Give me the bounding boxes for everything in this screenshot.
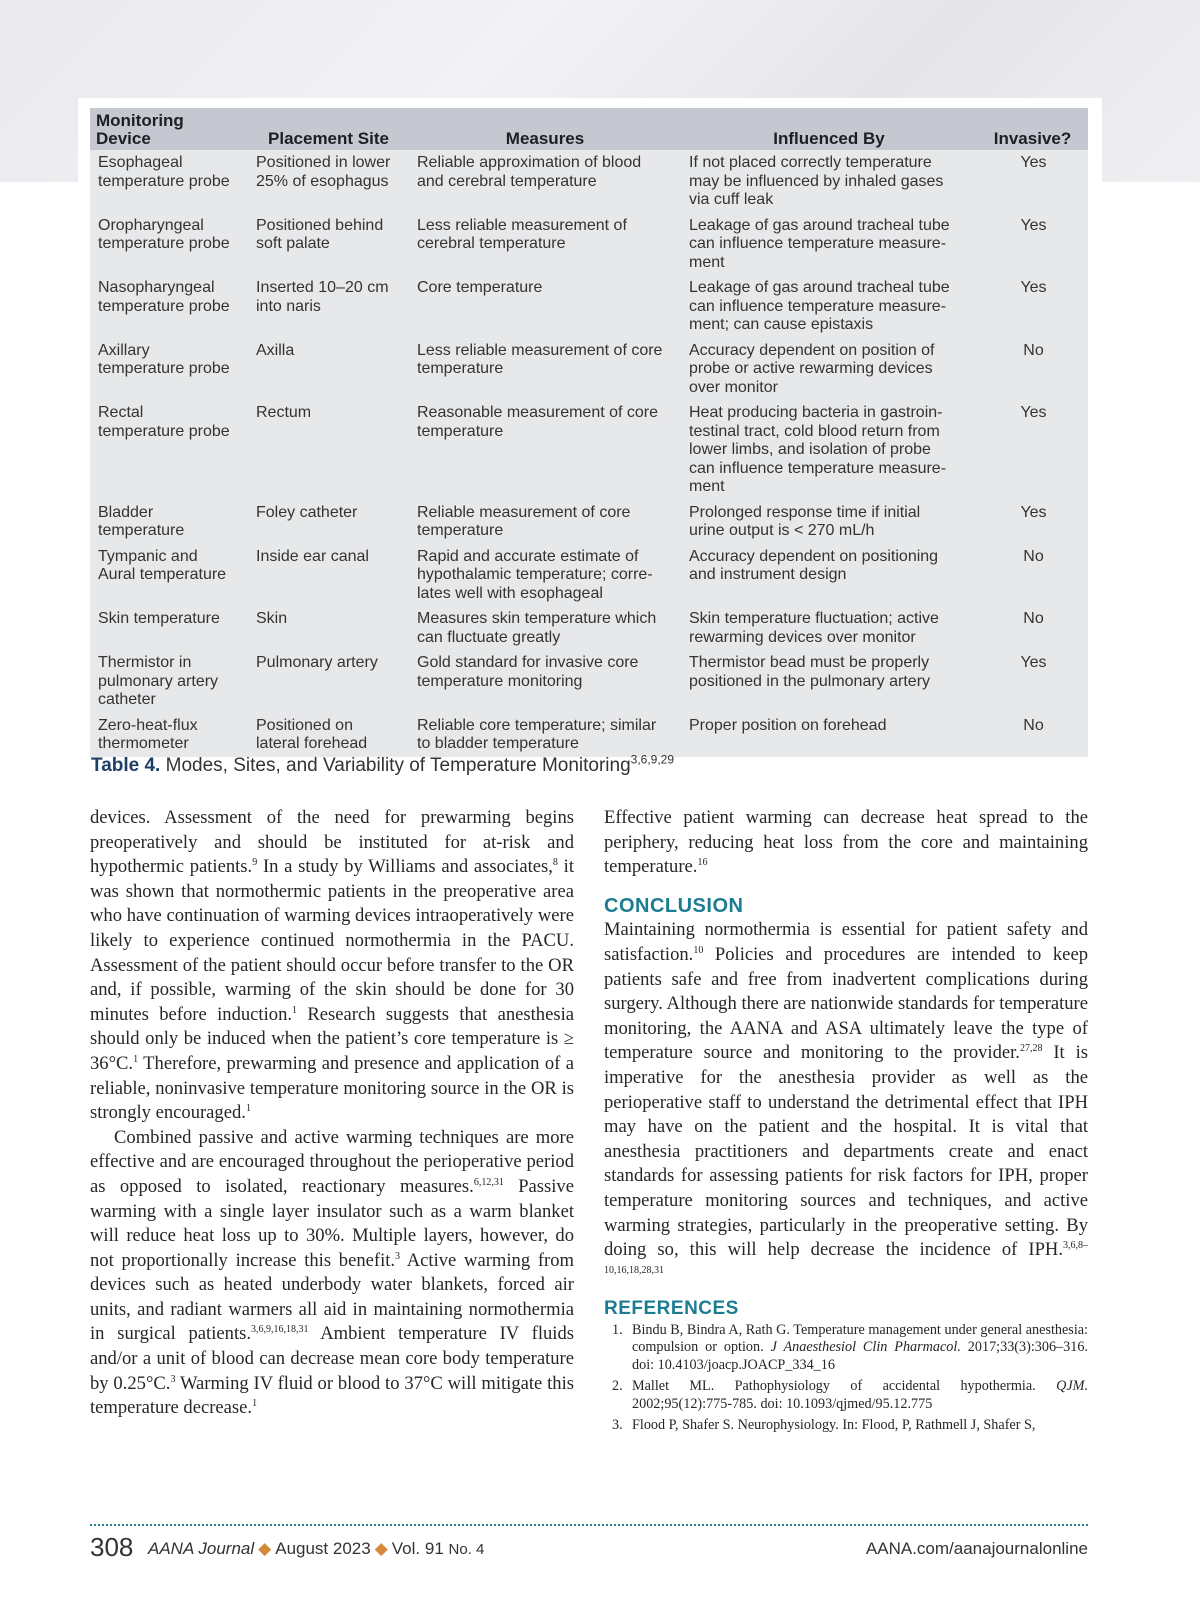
text-run: Effective patient warming can decrease heat spread to the periphery, reducing heat loss from the core and maintaining temperature. bbox=[604, 807, 1088, 878]
left-column bbox=[90, 806, 574, 1421]
reference-number: 3. bbox=[612, 1417, 623, 1434]
reference-text: 2002;95(12):775-785. doi: 10.1093/qjmed/95.12.775 bbox=[632, 1395, 933, 1412]
cell-device: Tympanic and Aural temperature bbox=[98, 547, 227, 583]
conclusion-paragraph bbox=[604, 918, 1088, 1287]
table-caption-label: Table 4. bbox=[91, 755, 161, 776]
volume: Vol. 91 bbox=[391, 1539, 444, 1558]
journal-info bbox=[148, 1539, 484, 1559]
cell-device: Bladder temperature bbox=[98, 503, 185, 539]
cell-measures: Reliable measurement of core temperature bbox=[417, 503, 631, 539]
reference-text: Flood P, Shafer S. Neurophysiology. In: Flood, P, Rathmell J, Shafer S, bbox=[632, 1417, 1036, 1434]
cell-placement-site: Positioned on lateral forehead bbox=[256, 716, 368, 752]
cell-measures: Measures skin temperature which can fluctuate greatly bbox=[417, 610, 657, 646]
cell-invasive: No bbox=[1023, 716, 1044, 734]
reference-text: Mallet ML. Pathophysiology of accidental hypothermia. bbox=[632, 1378, 1057, 1395]
cell-influenced-by: Heat producing bacteria in gastroin- testinal tract, cold blood return from lower limbs, and isolation of probe can influence temperature measure- ment bbox=[689, 404, 947, 495]
references-list bbox=[604, 1322, 1088, 1435]
citation-ref: 3,6,9,16,18,31 bbox=[251, 1324, 309, 1336]
text-run: Policies and procedures are intended to keep patients safe and free from inadvertent complications during surgery. Although there are nationwide standards for temperature monitoring, the AANA and ASA ultimately leave the type of temperature source and monitoring to the provider. bbox=[604, 943, 1088, 1064]
references-heading: REFERENCES bbox=[604, 1298, 739, 1320]
citation-ref: 1 bbox=[252, 1398, 258, 1410]
reference-item bbox=[604, 1417, 1088, 1435]
reference-item bbox=[604, 1322, 1088, 1375]
cell-invasive: Yes bbox=[1020, 654, 1047, 671]
cell-device: Axillary temperature probe bbox=[98, 341, 230, 377]
page-number: 308 bbox=[90, 1532, 134, 1562]
cell-measures: Reasonable measurement of core temperature bbox=[417, 404, 659, 440]
diamond-icon: ◆ bbox=[258, 1539, 272, 1558]
cell-device: Oropharyngeal temperature probe bbox=[98, 216, 230, 252]
text-run: Passive warming with a single layer insulator such as a warm blanket will reduce heat loss up to 30%. Multiple layers, however, do not proportionally increase this benefit. bbox=[90, 1175, 574, 1271]
cell-invasive: No bbox=[1023, 610, 1044, 627]
table-row bbox=[90, 544, 1088, 607]
cell-measures: Rapid and accurate estimate of hypothalamic temperature; corre- lates well with esophageal bbox=[417, 547, 653, 602]
header-influenced-by: Influenced By bbox=[773, 129, 885, 148]
cell-influenced-by: Proper position on forehead bbox=[689, 716, 887, 734]
citation-ref: 1 bbox=[133, 1053, 139, 1065]
cell-measures: Reliable core temperature; similar to bladder temperature bbox=[417, 716, 657, 752]
citation-ref: 10 bbox=[693, 944, 704, 956]
cell-placement-site: Inserted 10–20 cm into naris bbox=[256, 279, 389, 315]
reference-text: 2017;33(3):306–316. doi: 10.4103/joacp.JOACP_334_16 bbox=[632, 1339, 1088, 1373]
temperature-monitoring-table bbox=[90, 108, 1088, 757]
diamond-icon: ◆ bbox=[374, 1539, 388, 1558]
issue-date: August 2023 bbox=[275, 1539, 371, 1558]
table-row bbox=[90, 213, 1088, 276]
text-run: Active warming from devices such as heated underbody water blankets, forced air units, and radiant warmers all aid in maintaining normothermia in surgical patients. bbox=[90, 1249, 574, 1345]
citation-ref: 3 bbox=[395, 1250, 401, 1262]
citation-ref: 9 bbox=[252, 857, 258, 868]
conclusion-heading: CONCLUSION bbox=[604, 894, 744, 917]
cell-placement-site: Rectum bbox=[256, 404, 312, 421]
table-row bbox=[90, 713, 1088, 757]
footer-divider bbox=[90, 1524, 1088, 1526]
left-paragraph-2 bbox=[90, 1126, 574, 1421]
citation-ref: 3,6,8–10,16,18,28,31 bbox=[604, 1239, 1088, 1276]
text-run: Ambient temperature IV fluids and/or a unit of blood can decrease mean core body temperature by 0.25°C. bbox=[90, 1323, 575, 1394]
cell-placement-site: Positioned in lower 25% of esophagus bbox=[256, 154, 391, 190]
text-run: Combined passive and active warming techniques are more effective and are encouraged throughout the perioperative period as opposed to isolated, reactionary measures. bbox=[90, 1126, 574, 1197]
cell-device: Rectal temperature probe bbox=[98, 404, 230, 440]
cell-placement-site: Inside ear canal bbox=[256, 547, 369, 565]
right-paragraph-1 bbox=[604, 806, 1088, 880]
table-row bbox=[90, 606, 1088, 650]
table-header-row bbox=[90, 108, 1088, 150]
table-row bbox=[90, 400, 1088, 500]
text-run: it was shown that normothermic patients in the preoperative area who have continuation of warming devices intraoperatively were likely to experience continued normothermia in the PACU. Assessment of the patient should occur before transfer to the OR and, if possible, warming of the skin should be done for 30 minutes before induction. bbox=[90, 856, 574, 1025]
cell-placement-site: Positioned behind soft palate bbox=[256, 216, 384, 252]
table-caption-refs: 3,6,9,29 bbox=[630, 752, 675, 767]
cell-influenced-by: Leakage of gas around tracheal tube can influence temperature measure- ment; can cause epistaxis bbox=[689, 279, 950, 333]
reference-number: 2. bbox=[612, 1378, 623, 1395]
journal-name: AANA Journal bbox=[148, 1539, 255, 1558]
cell-device: Nasopharyngeal temperature probe bbox=[98, 279, 230, 315]
cell-influenced-by: Leakage of gas around tracheal tube can influence temperature measure- ment bbox=[689, 216, 950, 271]
citation-ref: 3 bbox=[170, 1373, 176, 1385]
text-run: Maintaining normothermia is essential for patient safety and satisfaction. bbox=[604, 919, 1088, 965]
header-measures: Measures bbox=[505, 129, 585, 148]
cell-placement-site: Axilla bbox=[256, 341, 295, 359]
text-run: Therefore, prewarming and presence and application of a reliable, noninvasive temperature monitoring source in the OR is strongly encouraged. bbox=[90, 1052, 574, 1124]
cell-invasive: No bbox=[1023, 341, 1044, 359]
cell-placement-site: Pulmonary artery bbox=[256, 654, 378, 671]
cell-invasive: Yes bbox=[1020, 404, 1047, 421]
reference-number: 1. bbox=[612, 1321, 623, 1338]
right-column bbox=[604, 806, 1088, 1439]
cell-device: Thermistor in pulmonary artery catheter bbox=[98, 654, 219, 708]
cell-influenced-by: Skin temperature fluctuation; active rewarming devices over monitor bbox=[689, 610, 939, 646]
text-run: In a study by Williams and associates, bbox=[257, 856, 553, 878]
cell-placement-site: Skin bbox=[256, 610, 288, 627]
table-row bbox=[90, 338, 1088, 401]
table-row bbox=[90, 500, 1088, 544]
cell-measures: Reliable approximation of blood and cerebral temperature bbox=[417, 154, 642, 190]
citation-ref: 16 bbox=[697, 857, 708, 868]
journal-url[interactable]: AANA.com/aanajournalonline bbox=[865, 1539, 1088, 1558]
table-row bbox=[90, 650, 1088, 713]
cell-invasive: No bbox=[1023, 547, 1044, 565]
citation-ref: 1 bbox=[292, 1004, 298, 1016]
cell-placement-site: Foley catheter bbox=[256, 503, 358, 521]
table-caption bbox=[91, 752, 675, 777]
cell-device: Esophageal temperature probe bbox=[98, 154, 230, 190]
cell-measures: Less reliable measurement of core temperature bbox=[417, 341, 663, 377]
table-caption-text: Modes, Sites, and Variability of Temperature Monitoring bbox=[165, 755, 631, 776]
cell-invasive: Yes bbox=[1020, 503, 1047, 521]
cell-device: Zero-heat-flux thermometer bbox=[98, 716, 198, 752]
page-footer bbox=[90, 1532, 1088, 1562]
citation-ref: 27,28 bbox=[1019, 1043, 1043, 1055]
cell-influenced-by: Accuracy dependent on positioning and instrument design bbox=[689, 547, 939, 583]
issue-number: No. 4 bbox=[448, 1541, 485, 1558]
citation-ref: 6,12,31 bbox=[473, 1176, 504, 1188]
reference-text: Bindu B, Bindra A, Rath G. Temperature management under general anesthesia: compulsion or option. bbox=[632, 1321, 1088, 1356]
text-run: It is imperative for the anesthesia provider as well as the perioperative staff to understand the detrimental effect that IPH may have on the patient and the hospital. It is vital that anesthesia practitioners and departments create and enact standards for assessing patients for risk factors for IPH, proper temperature monitoring sources and techniques, and active warming strategies, particularly in the preoperative setting. By doing so, this will help decrease the incidence of IPH. bbox=[604, 1042, 1088, 1261]
cell-invasive: Yes bbox=[1020, 216, 1047, 234]
reference-journal: J Anaesthesiol Clin Pharmacol. bbox=[770, 1339, 961, 1356]
table-row bbox=[90, 275, 1088, 338]
reference-journal: QJM. bbox=[1056, 1378, 1088, 1395]
cell-measures: Gold standard for invasive core temperature monitoring bbox=[417, 654, 639, 690]
cell-measures: Core temperature bbox=[417, 279, 543, 296]
header-invasive: Invasive? bbox=[993, 129, 1072, 148]
text-run: devices. Assessment of the need for prewarming begins preoperatively and should be instituted for at-risk and hypothermic patients. bbox=[90, 807, 574, 878]
cell-influenced-by: Thermistor bead must be properly positioned in the pulmonary artery bbox=[689, 654, 931, 690]
text-run: Research suggests that anesthesia should only be induced when the patient’s core temperature is ≥ 36°C. bbox=[90, 1003, 574, 1074]
citation-ref: 8 bbox=[552, 857, 558, 868]
cell-influenced-by: Accuracy dependent on position of probe or active rewarming devices over monitor bbox=[689, 341, 935, 396]
left-paragraph-1 bbox=[90, 806, 574, 1126]
cell-invasive: Yes bbox=[1020, 154, 1047, 171]
cell-measures: Less reliable measurement of cerebral temperature bbox=[417, 216, 627, 252]
cell-influenced-by: Prolonged response time if initial urine output is < 270 mL/h bbox=[689, 503, 921, 539]
cell-device: Skin temperature bbox=[98, 610, 220, 627]
header-placement-site: Placement Site bbox=[268, 129, 389, 148]
header-monitoring-device: Monitoring Device bbox=[96, 111, 184, 148]
citation-ref: 1 bbox=[245, 1102, 251, 1114]
text-run: Warming IV fluid or blood to 37°C will mitigate this temperature decrease. bbox=[90, 1372, 574, 1419]
reference-item bbox=[604, 1378, 1088, 1413]
table-row bbox=[90, 150, 1088, 213]
cell-influenced-by: If not placed correctly temperature may be influenced by inhaled gases via cuff leak bbox=[689, 154, 944, 208]
cell-invasive: Yes bbox=[1020, 279, 1047, 296]
